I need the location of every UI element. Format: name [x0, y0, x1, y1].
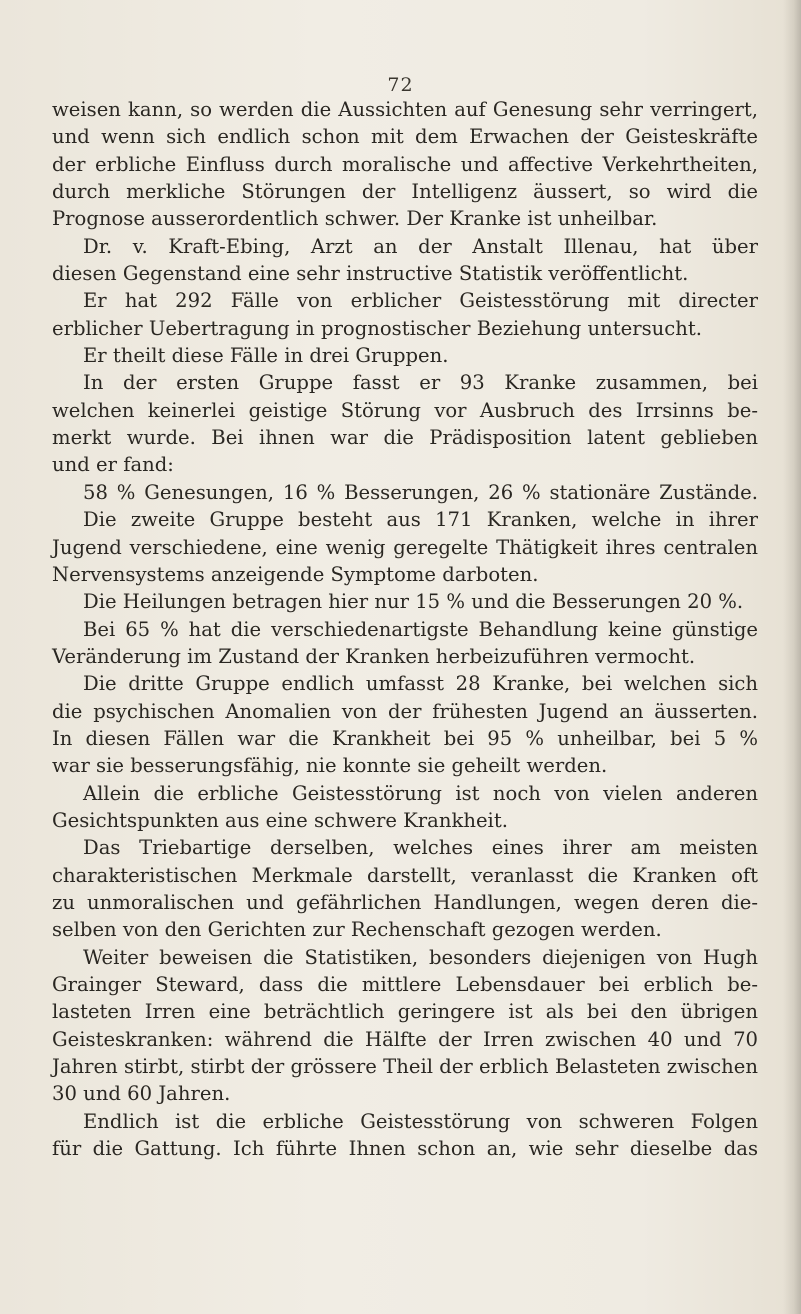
text-line: Nervensystems anzeigende Symptome darboten. [52, 562, 539, 586]
text-line: Er hat 292 Fälle von erblicher Geistesstörung mit directer [83, 289, 758, 313]
text-line: lasteten Irren eine beträchtlich geringere ist als bei den übrigen [52, 1000, 758, 1024]
text-line: und er fand: [52, 453, 174, 477]
text-line: weisen kann, so werden die Aussichten auf Genesung sehr verringert, [52, 98, 758, 121]
text-line: Endlich ist die erbliche Geistesstörung von schweren Folgen [83, 1109, 758, 1133]
text-line: Dr. v. Kraft-Ebing, Arzt an der Anstalt Illenau, hat über [83, 234, 758, 258]
text-line: diesen Gegenstand eine sehr instructive Statistik veröffentlicht. [52, 262, 689, 286]
text-line: durch merkliche Störungen der Intelligenz äussert, so wird die [52, 180, 758, 204]
page-edge-shadow [783, 0, 801, 1314]
text-line: merkt wurde. Bei ihnen war die Prädisposition latent geblieben [52, 426, 758, 450]
text-line: 58 % Genesungen, 16 % Besserungen, 26 % stationäre Zustände. [83, 480, 758, 504]
text-line: In der ersten Gruppe fasst er 93 Kranke zusammen, bei [83, 371, 758, 395]
text-line: die psychischen Anomalien von der frühesten Jugend an äusserten. [52, 699, 758, 723]
text-line: Allein die erbliche Geistesstörung ist noch von vielen anderen [83, 781, 758, 805]
text-line: der erbliche Einfluss durch moralische und affective Verkehrtheiten, [52, 152, 758, 176]
text-line: Bei 65 % hat die verschiedenartigste Behandlung keine günstige [83, 617, 758, 641]
text-line: Geisteskranken: während die Hälfte der Irren zwischen 40 und 70 [52, 1027, 758, 1051]
text-line: Jahren stirbt, stirbt der grössere Theil der erblich Belasteten zwischen [52, 1055, 758, 1079]
text-line: Das Triebartige derselben, welches eines ihrer am meisten [83, 836, 758, 860]
text-line: zu unmoralischen und gefährlichen Handlungen, wegen deren die- [52, 890, 758, 914]
text-line: Die Heilungen betragen hier nur 15 % und die Besserungen 20 %. [83, 590, 744, 614]
text-line: Gesichtspunkten aus eine schwere Krankheit. [52, 808, 508, 832]
text-line: Grainger Steward, dass die mittlere Lebensdauer bei erblich be- [52, 973, 758, 996]
text-line: selben von den Gerichten zur Rechenschaft gezogen werden. [52, 918, 662, 942]
text-line: Jugend verschiedene, eine wenig geregelte Thätigkeit ihres centralen [52, 535, 758, 559]
text-line: Er theilt diese Fälle in drei Gruppen. [83, 344, 449, 368]
page-number: 72 [387, 74, 414, 96]
text-line: 30 und 60 Jahren. [52, 1082, 231, 1106]
text-line: Veränderung im Zustand der Kranken herbeizuführen vermocht. [52, 644, 696, 668]
text-line: war sie besserungsfähig, nie konnte sie geheilt werden. [52, 754, 608, 778]
text-line: erblicher Uebertragung in prognostischer Beziehung untersucht. [52, 316, 702, 340]
text-line: Die zweite Gruppe besteht aus 171 Kranken, welche in ihrer [83, 508, 758, 532]
text-line: für die Gattung. Ich führte Ihnen schon an, wie sehr dieselbe das [52, 1137, 758, 1161]
body-text [52, 96, 758, 1162]
text-line: welchen keinerlei geistige Störung vor Ausbruch des Irrsinns be- [52, 398, 758, 422]
text-line: Weiter beweisen die Statistiken, besonders diejenigen von Hugh [83, 945, 758, 969]
text-line: Die dritte Gruppe endlich umfasst 28 Kranke, bei welchen sich [83, 672, 758, 696]
text-line: In diesen Fällen war die Krankheit bei 95 % unheilbar, bei 5 % [52, 726, 758, 750]
text-line: charakteristischen Merkmale darstellt, veranlasst die Kranken oft [52, 863, 758, 887]
text-line: Prognose ausserordentlich schwer. Der Kranke ist unheilbar. [52, 207, 658, 231]
text-line: und wenn sich endlich schon mit dem Erwachen der Geisteskräfte [52, 125, 758, 149]
